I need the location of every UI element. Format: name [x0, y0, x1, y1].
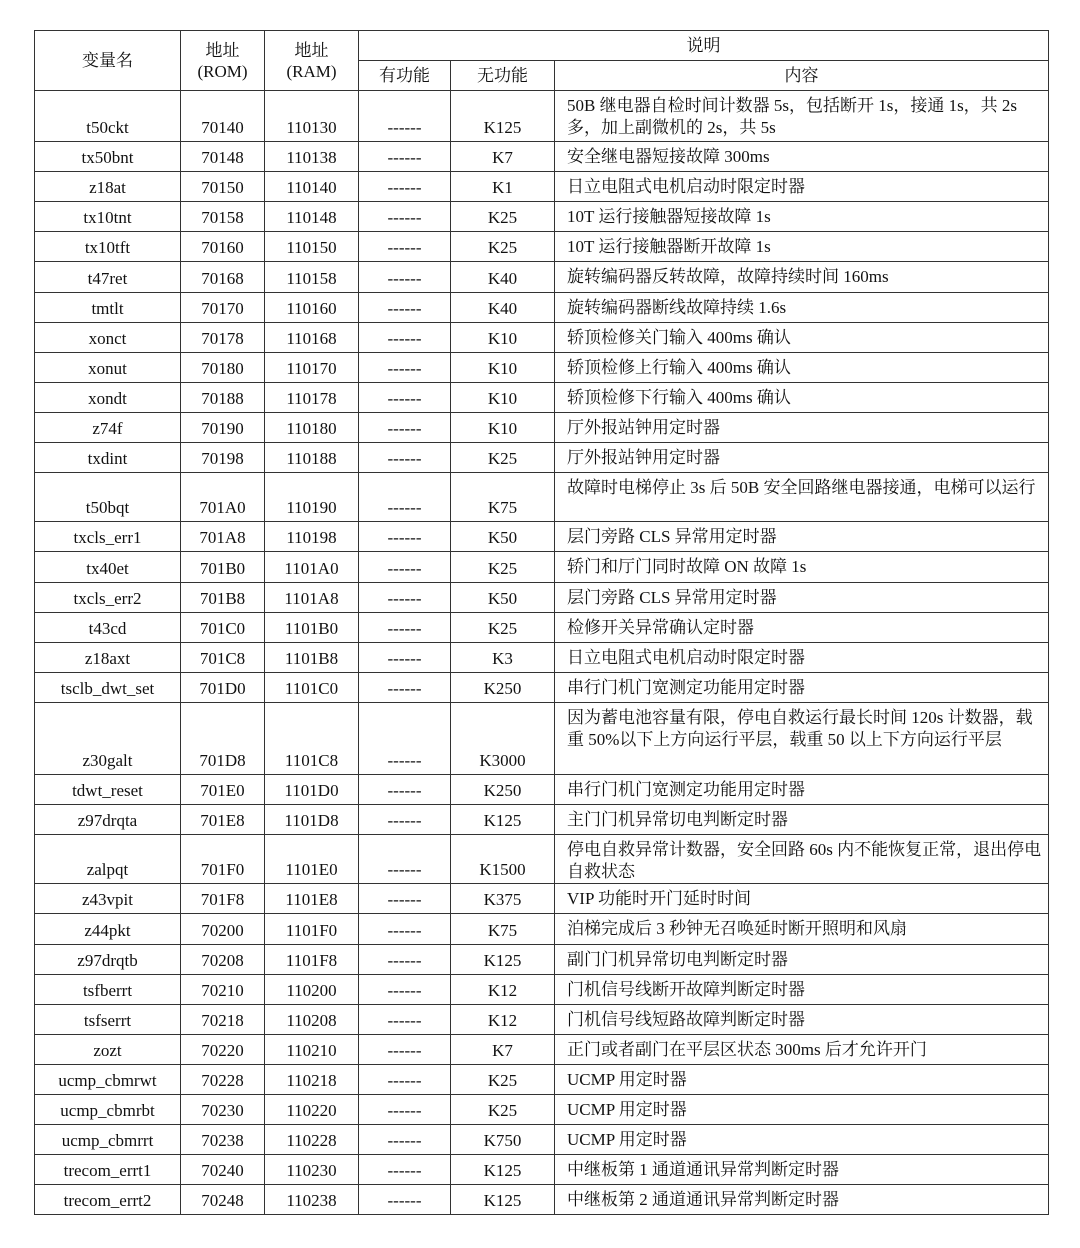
table-row — [35, 323, 1049, 353]
var-name-cell: z18axt — [35, 643, 181, 673]
with-function-cell: ------ — [359, 172, 451, 202]
table-row — [35, 522, 1049, 552]
with-function-cell: ------ — [359, 613, 451, 643]
ram-address-cell: 110168 — [265, 323, 359, 353]
without-function-cell: K10 — [451, 413, 555, 443]
with-function-cell: ------ — [359, 673, 451, 703]
content-cell: 日立电阻式电机启动时限定时器 — [555, 172, 1049, 202]
table-row — [35, 673, 1049, 703]
content-cell: 串行门机门宽测定功能用定时器 — [555, 673, 1049, 703]
table-row — [35, 473, 1049, 522]
rom-address-cell: 70190 — [181, 413, 265, 443]
rom-address-cell: 70238 — [181, 1125, 265, 1155]
ram-address-cell: 1101C0 — [265, 673, 359, 703]
var-name-cell: xondt — [35, 383, 181, 413]
without-function-cell: K250 — [451, 673, 555, 703]
table-header — [35, 31, 1049, 91]
rom-address-cell: 701C8 — [181, 643, 265, 673]
var-name-cell: tsfberrt — [35, 975, 181, 1005]
with-function-cell: ------ — [359, 443, 451, 473]
ram-address-cell: 110158 — [265, 262, 359, 293]
with-function-cell: ------ — [359, 473, 451, 522]
with-function-cell: ------ — [359, 1125, 451, 1155]
without-function-cell: K375 — [451, 884, 555, 914]
without-function-cell: K10 — [451, 323, 555, 353]
content-cell: 10T 运行接触器断开故障 1s — [555, 232, 1049, 262]
rom-address-cell: 701B8 — [181, 583, 265, 613]
without-function-cell: K125 — [451, 1185, 555, 1215]
table-row — [35, 353, 1049, 383]
var-name-cell: txcls_err1 — [35, 522, 181, 552]
ram-address-cell: 110200 — [265, 975, 359, 1005]
without-function-cell: K25 — [451, 613, 555, 643]
content-cell: UCMP 用定时器 — [555, 1095, 1049, 1125]
var-name-cell: tmtlt — [35, 293, 181, 323]
table-row — [35, 552, 1049, 583]
table-row — [35, 383, 1049, 413]
var-name-cell: xonut — [35, 353, 181, 383]
without-function-cell: K25 — [451, 443, 555, 473]
without-function-cell: K12 — [451, 975, 555, 1005]
with-function-cell: ------ — [359, 522, 451, 552]
with-function-cell: ------ — [359, 1005, 451, 1035]
rom-address-cell: 70178 — [181, 323, 265, 353]
with-function-cell: ------ — [359, 232, 451, 262]
content-cell: 门机信号线断开故障判断定时器 — [555, 975, 1049, 1005]
rom-address-cell: 701B0 — [181, 552, 265, 583]
with-function-cell: ------ — [359, 202, 451, 232]
rom-address-cell: 70160 — [181, 232, 265, 262]
rom-address-cell: 70220 — [181, 1035, 265, 1065]
var-name-cell: z30galt — [35, 703, 181, 775]
rom-address-cell: 70168 — [181, 262, 265, 293]
without-function-cell: K40 — [451, 293, 555, 323]
content-cell: 轿顶检修下行输入 400ms 确认 — [555, 383, 1049, 413]
var-name-cell: z97drqtb — [35, 945, 181, 975]
with-function-cell: ------ — [359, 914, 451, 945]
without-function-cell: K1500 — [451, 835, 555, 884]
ram-address-cell: 110198 — [265, 522, 359, 552]
table-row — [35, 914, 1049, 945]
rom-address-cell: 70200 — [181, 914, 265, 945]
table-row — [35, 232, 1049, 262]
rom-address-cell: 70248 — [181, 1185, 265, 1215]
var-name-cell: txcls_err2 — [35, 583, 181, 613]
ram-address-cell: 110190 — [265, 473, 359, 522]
var-name-cell: tx50bnt — [35, 142, 181, 172]
timer-variable-table — [34, 30, 1049, 1215]
table-row — [35, 835, 1049, 884]
with-function-cell: ------ — [359, 945, 451, 975]
header-address-ram-unit: (RAM) — [286, 61, 337, 81]
ram-address-cell: 1101D8 — [265, 805, 359, 835]
var-name-cell: tsclb_dwt_set — [35, 673, 181, 703]
table-row — [35, 142, 1049, 172]
var-name-cell: z18at — [35, 172, 181, 202]
header-address-rom-label: 地址 — [205, 40, 240, 60]
table-row — [35, 613, 1049, 643]
var-name-cell: t50ckt — [35, 91, 181, 142]
without-function-cell: K1 — [451, 172, 555, 202]
var-name-cell: z44pkt — [35, 914, 181, 945]
rom-address-cell: 701D8 — [181, 703, 265, 775]
without-function-cell: K125 — [451, 91, 555, 142]
without-function-cell: K750 — [451, 1125, 555, 1155]
content-cell: 中继板第 1 通道通讯异常判断定时器 — [555, 1155, 1049, 1185]
header-content: 内容 — [555, 61, 1049, 91]
rom-address-cell: 70180 — [181, 353, 265, 383]
var-name-cell: t50bqt — [35, 473, 181, 522]
var-name-cell: z43vpit — [35, 884, 181, 914]
rom-address-cell: 701A8 — [181, 522, 265, 552]
table-row — [35, 775, 1049, 805]
ram-address-cell: 110150 — [265, 232, 359, 262]
rom-address-cell: 70140 — [181, 91, 265, 142]
table-row — [35, 413, 1049, 443]
table-row — [35, 945, 1049, 975]
table-row — [35, 583, 1049, 613]
rom-address-cell: 70210 — [181, 975, 265, 1005]
ram-address-cell: 110218 — [265, 1065, 359, 1095]
var-name-cell: tdwt_reset — [35, 775, 181, 805]
var-name-cell: t47ret — [35, 262, 181, 293]
without-function-cell: K12 — [451, 1005, 555, 1035]
var-name-cell: z74f — [35, 413, 181, 443]
header-address-rom — [181, 31, 265, 91]
table-row — [35, 262, 1049, 293]
ram-address-cell: 110208 — [265, 1005, 359, 1035]
without-function-cell: K25 — [451, 1095, 555, 1125]
content-cell: 故障时电梯停止 3s 后 50B 安全回路继电器接通，电梯可以运行 — [555, 473, 1049, 522]
rom-address-cell: 70188 — [181, 383, 265, 413]
content-cell: 轿顶检修关门输入 400ms 确认 — [555, 323, 1049, 353]
without-function-cell: K250 — [451, 775, 555, 805]
rom-address-cell: 70208 — [181, 945, 265, 975]
with-function-cell: ------ — [359, 1155, 451, 1185]
table-row — [35, 643, 1049, 673]
ram-address-cell: 110180 — [265, 413, 359, 443]
ram-address-cell: 1101A0 — [265, 552, 359, 583]
rom-address-cell: 701F8 — [181, 884, 265, 914]
ram-address-cell: 110130 — [265, 91, 359, 142]
content-cell: 轿门和厅门同时故障 ON 故障 1s — [555, 552, 1049, 583]
rom-address-cell: 70170 — [181, 293, 265, 323]
table-row — [35, 293, 1049, 323]
table-row — [35, 1125, 1049, 1155]
var-name-cell: xonct — [35, 323, 181, 353]
with-function-cell: ------ — [359, 323, 451, 353]
content-cell: 厅外报站钟用定时器 — [555, 413, 1049, 443]
table-body — [35, 91, 1049, 1215]
rom-address-cell: 701E8 — [181, 805, 265, 835]
table-row — [35, 1035, 1049, 1065]
with-function-cell: ------ — [359, 413, 451, 443]
content-cell: VIP 功能时开门延时时间 — [555, 884, 1049, 914]
with-function-cell: ------ — [359, 805, 451, 835]
with-function-cell: ------ — [359, 552, 451, 583]
rom-address-cell: 701E0 — [181, 775, 265, 805]
with-function-cell: ------ — [359, 975, 451, 1005]
table-row — [35, 703, 1049, 775]
var-name-cell: ucmp_cbmrrt — [35, 1125, 181, 1155]
table-row — [35, 1095, 1049, 1125]
without-function-cell: K125 — [451, 1155, 555, 1185]
ram-address-cell: 110160 — [265, 293, 359, 323]
without-function-cell: K3 — [451, 643, 555, 673]
content-cell: 10T 运行接触器短接故障 1s — [555, 202, 1049, 232]
table-row — [35, 1185, 1049, 1215]
without-function-cell: K7 — [451, 142, 555, 172]
table-row — [35, 202, 1049, 232]
ram-address-cell: 1101F8 — [265, 945, 359, 975]
ram-address-cell: 1101F0 — [265, 914, 359, 945]
without-function-cell: K75 — [451, 473, 555, 522]
without-function-cell: K50 — [451, 522, 555, 552]
with-function-cell: ------ — [359, 775, 451, 805]
rom-address-cell: 70148 — [181, 142, 265, 172]
with-function-cell: ------ — [359, 293, 451, 323]
content-cell: 轿顶检修上行输入 400ms 确认 — [555, 353, 1049, 383]
table-row — [35, 91, 1049, 142]
var-name-cell: txdint — [35, 443, 181, 473]
table-row — [35, 172, 1049, 202]
content-cell: 因为蓄电池容量有限，停电自救运行最长时间 120s 计数器，载重 50%以下上方向运行平层，载重 50 以上下方向运行平层 — [555, 703, 1049, 775]
table-row — [35, 884, 1049, 914]
content-cell: 安全继电器短接故障 300ms — [555, 142, 1049, 172]
var-name-cell: t43cd — [35, 613, 181, 643]
header-with-function: 有功能 — [359, 61, 451, 91]
ram-address-cell: 110138 — [265, 142, 359, 172]
rom-address-cell: 701F0 — [181, 835, 265, 884]
ram-address-cell: 110188 — [265, 443, 359, 473]
rom-address-cell: 70230 — [181, 1095, 265, 1125]
header-without-function: 无功能 — [451, 61, 555, 91]
rom-address-cell: 701D0 — [181, 673, 265, 703]
with-function-cell: ------ — [359, 1095, 451, 1125]
header-description: 说明 — [359, 31, 1049, 61]
content-cell: 旋转编码器反转故障，故障持续时间 160ms — [555, 262, 1049, 293]
content-cell: 泊梯完成后 3 秒钟无召唤延时断开照明和风扇 — [555, 914, 1049, 945]
header-address-ram-label: 地址 — [294, 40, 329, 60]
table-row — [35, 1155, 1049, 1185]
rom-address-cell: 701A0 — [181, 473, 265, 522]
var-name-cell: tx10tnt — [35, 202, 181, 232]
with-function-cell: ------ — [359, 353, 451, 383]
content-cell: 旋转编码器断线故障持续 1.6s — [555, 293, 1049, 323]
var-name-cell: z97drqta — [35, 805, 181, 835]
table-row — [35, 805, 1049, 835]
without-function-cell: K7 — [451, 1035, 555, 1065]
ram-address-cell: 1101E0 — [265, 835, 359, 884]
var-name-cell: tx10tft — [35, 232, 181, 262]
ram-address-cell: 1101E8 — [265, 884, 359, 914]
ram-address-cell: 110148 — [265, 202, 359, 232]
content-cell: 停电自救异常计数器，安全回路 60s 内不能恢复正常，退出停电自救状态 — [555, 835, 1049, 884]
table-row — [35, 1005, 1049, 1035]
content-cell: 厅外报站钟用定时器 — [555, 443, 1049, 473]
var-name-cell: tx40et — [35, 552, 181, 583]
content-cell: 中继板第 2 通道通讯异常判断定时器 — [555, 1185, 1049, 1215]
with-function-cell: ------ — [359, 1035, 451, 1065]
without-function-cell: K25 — [451, 552, 555, 583]
without-function-cell: K10 — [451, 353, 555, 383]
with-function-cell: ------ — [359, 884, 451, 914]
with-function-cell: ------ — [359, 383, 451, 413]
with-function-cell: ------ — [359, 835, 451, 884]
with-function-cell: ------ — [359, 91, 451, 142]
var-name-cell: trecom_errt2 — [35, 1185, 181, 1215]
with-function-cell: ------ — [359, 1065, 451, 1095]
var-name-cell: ucmp_cbmrbt — [35, 1095, 181, 1125]
rom-address-cell: 70158 — [181, 202, 265, 232]
ram-address-cell: 1101B0 — [265, 613, 359, 643]
content-cell: 串行门机门宽测定功能用定时器 — [555, 775, 1049, 805]
ram-address-cell: 110140 — [265, 172, 359, 202]
content-cell: 50B 继电器自检时间计数器 5s，包括断开 1s，接通 1s，共 2s 多，加上副微机的 2s，共 5s — [555, 91, 1049, 142]
ram-address-cell: 110238 — [265, 1185, 359, 1215]
ram-address-cell: 1101B8 — [265, 643, 359, 673]
with-function-cell: ------ — [359, 643, 451, 673]
table-row — [35, 975, 1049, 1005]
ram-address-cell: 110220 — [265, 1095, 359, 1125]
ram-address-cell: 110230 — [265, 1155, 359, 1185]
content-cell: UCMP 用定时器 — [555, 1125, 1049, 1155]
without-function-cell: K25 — [451, 1065, 555, 1095]
with-function-cell: ------ — [359, 1185, 451, 1215]
rom-address-cell: 701C0 — [181, 613, 265, 643]
ram-address-cell: 1101A8 — [265, 583, 359, 613]
ram-address-cell: 110170 — [265, 353, 359, 383]
var-name-cell: zalpqt — [35, 835, 181, 884]
without-function-cell: K25 — [451, 232, 555, 262]
without-function-cell: K10 — [451, 383, 555, 413]
header-address-rom-unit: (ROM) — [197, 61, 248, 81]
rom-address-cell: 70198 — [181, 443, 265, 473]
header-var-name: 变量名 — [35, 31, 181, 91]
rom-address-cell: 70228 — [181, 1065, 265, 1095]
table-row — [35, 1065, 1049, 1095]
var-name-cell: zozt — [35, 1035, 181, 1065]
with-function-cell: ------ — [359, 703, 451, 775]
with-function-cell: ------ — [359, 583, 451, 613]
ram-address-cell: 110178 — [265, 383, 359, 413]
content-cell: 日立电阻式电机启动时限定时器 — [555, 643, 1049, 673]
content-cell: 副门门机异常切电判断定时器 — [555, 945, 1049, 975]
var-name-cell: tsfserrt — [35, 1005, 181, 1035]
content-cell: UCMP 用定时器 — [555, 1065, 1049, 1095]
without-function-cell: K25 — [451, 202, 555, 232]
table-row — [35, 443, 1049, 473]
rom-address-cell: 70150 — [181, 172, 265, 202]
rom-address-cell: 70218 — [181, 1005, 265, 1035]
ram-address-cell: 110228 — [265, 1125, 359, 1155]
header-address-ram — [265, 31, 359, 91]
content-cell: 层门旁路 CLS 异常用定时器 — [555, 583, 1049, 613]
ram-address-cell: 110210 — [265, 1035, 359, 1065]
without-function-cell: K40 — [451, 262, 555, 293]
with-function-cell: ------ — [359, 142, 451, 172]
var-name-cell: ucmp_cbmrwt — [35, 1065, 181, 1095]
without-function-cell: K3000 — [451, 703, 555, 775]
var-name-cell: trecom_errt1 — [35, 1155, 181, 1185]
rom-address-cell: 70240 — [181, 1155, 265, 1185]
without-function-cell: K50 — [451, 583, 555, 613]
ram-address-cell: 1101D0 — [265, 775, 359, 805]
content-cell: 层门旁路 CLS 异常用定时器 — [555, 522, 1049, 552]
without-function-cell: K125 — [451, 805, 555, 835]
content-cell: 正门或者副门在平层区状态 300ms 后才允许开门 — [555, 1035, 1049, 1065]
content-cell: 门机信号线短路故障判断定时器 — [555, 1005, 1049, 1035]
without-function-cell: K75 — [451, 914, 555, 945]
with-function-cell: ------ — [359, 262, 451, 293]
ram-address-cell: 1101C8 — [265, 703, 359, 775]
content-cell: 主门门机异常切电判断定时器 — [555, 805, 1049, 835]
content-cell: 检修开关异常确认定时器 — [555, 613, 1049, 643]
without-function-cell: K125 — [451, 945, 555, 975]
